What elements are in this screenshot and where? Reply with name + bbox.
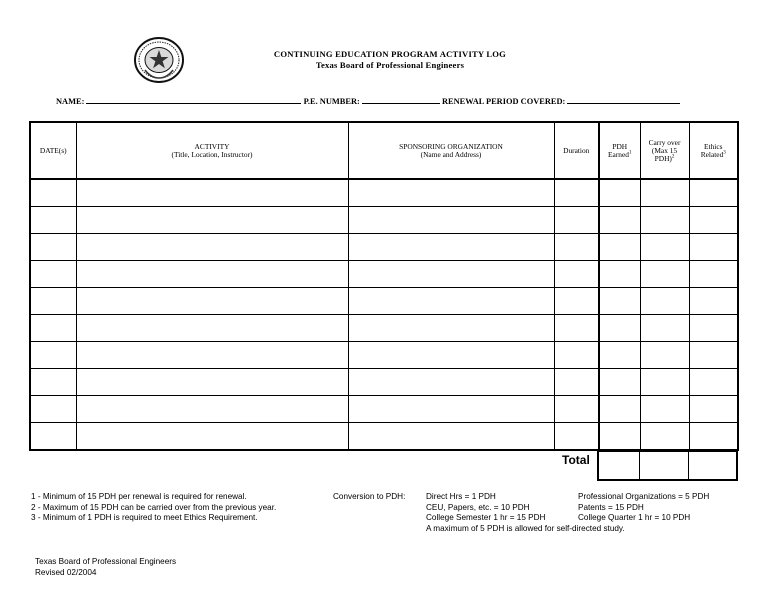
activity-cell[interactable] [76, 369, 348, 396]
state-seal-icon [133, 36, 185, 84]
dates-cell[interactable] [30, 396, 76, 423]
name-field[interactable] [86, 96, 301, 104]
pdh-earned-cell[interactable] [599, 179, 640, 207]
activity-cell[interactable] [76, 234, 348, 261]
ethics-cell[interactable] [689, 342, 738, 369]
total-pdh-earned-cell[interactable] [598, 451, 639, 480]
ethics-cell[interactable] [689, 261, 738, 288]
ethics-cell[interactable] [689, 369, 738, 396]
duration-cell[interactable] [554, 423, 599, 451]
activity-cell[interactable] [76, 179, 348, 207]
dates-cell[interactable] [30, 369, 76, 396]
footnotes [31, 492, 276, 524]
dates-cell[interactable] [30, 288, 76, 315]
table-row [30, 234, 738, 261]
carry-over-cell[interactable] [640, 396, 689, 423]
conversion-line: College Semester 1 hr = 15 PDH [426, 513, 546, 522]
footer-org-name: Texas Board of Professional Engineers [35, 557, 177, 566]
activity-cell[interactable] [76, 315, 348, 342]
duration-cell[interactable] [554, 396, 599, 423]
sponsor-cell[interactable] [348, 179, 554, 207]
sponsor-cell[interactable] [348, 234, 554, 261]
pe-number-field[interactable] [362, 96, 440, 104]
footnote-2: 2 - Maximum of 15 PDH can be carried over from the previous year. [31, 502, 277, 512]
footnote-3: 3 - Minimum of 1 PDH is required to meet Ethics Requirement. [31, 513, 258, 522]
ethics-cell[interactable] [689, 423, 738, 451]
conversion-label: Conversion to PDH: [333, 492, 406, 501]
total-boxes [597, 450, 738, 481]
footer-org [35, 557, 176, 578]
ethics-cell[interactable] [689, 207, 738, 234]
dates-cell[interactable] [30, 342, 76, 369]
total-label: Total [562, 453, 590, 467]
activity-cell[interactable] [76, 207, 348, 234]
table-row [30, 179, 738, 207]
col-header-sponsor: SPONSORING ORGANIZATION (Name and Address) [348, 122, 554, 179]
conversion-line: Direct Hrs = 1 PDH [426, 492, 496, 501]
sponsor-cell[interactable] [348, 369, 554, 396]
total-ethics-cell[interactable] [688, 451, 737, 480]
table-row [30, 288, 738, 315]
carry-over-cell[interactable] [640, 369, 689, 396]
revision-date: Revised 02/2004 [35, 567, 97, 577]
pdh-earned-cell[interactable] [599, 423, 640, 451]
activity-log-table [29, 121, 739, 451]
carry-over-cell[interactable] [640, 261, 689, 288]
dates-cell[interactable] [30, 315, 76, 342]
info-fields [56, 96, 680, 106]
renewal-period-field[interactable] [567, 96, 680, 104]
footnote-1: 1 - Minimum of 15 PDH per renewal is required for renewal. [31, 492, 247, 501]
carry-over-cell[interactable] [640, 342, 689, 369]
table-row [30, 261, 738, 288]
dates-cell[interactable] [30, 261, 76, 288]
carry-over-cell[interactable] [640, 315, 689, 342]
carry-over-cell[interactable] [640, 288, 689, 315]
table-row [30, 369, 738, 396]
pdh-earned-cell[interactable] [599, 207, 640, 234]
sponsor-cell[interactable] [348, 261, 554, 288]
ethics-cell[interactable] [689, 179, 738, 207]
ethics-cell[interactable] [689, 315, 738, 342]
dates-cell[interactable] [30, 423, 76, 451]
conversion-line: A maximum of 5 PDH is allowed for self-directed study. [426, 523, 625, 533]
dates-cell[interactable] [30, 234, 76, 261]
conversion-line: Professional Organizations = 5 PDH [578, 492, 710, 501]
duration-cell[interactable] [554, 315, 599, 342]
ethics-cell[interactable] [689, 234, 738, 261]
activity-cell[interactable] [76, 342, 348, 369]
activity-cell[interactable] [76, 288, 348, 315]
table-row [30, 342, 738, 369]
duration-cell[interactable] [554, 288, 599, 315]
pdh-earned-cell[interactable] [599, 315, 640, 342]
duration-cell[interactable] [554, 234, 599, 261]
table-row [30, 315, 738, 342]
pdh-earned-cell[interactable] [599, 234, 640, 261]
sponsor-cell[interactable] [348, 207, 554, 234]
duration-cell[interactable] [554, 342, 599, 369]
table-row [30, 207, 738, 234]
sponsor-cell[interactable] [348, 288, 554, 315]
carry-over-cell[interactable] [640, 179, 689, 207]
pe-number-label: P.E. NUMBER: [303, 97, 360, 106]
ethics-cell[interactable] [689, 396, 738, 423]
activity-cell[interactable] [76, 423, 348, 451]
name-label: NAME: [56, 97, 85, 106]
duration-cell[interactable] [554, 179, 599, 207]
duration-cell[interactable] [554, 261, 599, 288]
ethics-cell[interactable] [689, 288, 738, 315]
conversion-line: College Quarter 1 hr = 10 PDH [578, 513, 691, 522]
conversion-list-right [578, 492, 709, 524]
pdh-earned-cell[interactable] [599, 342, 640, 369]
duration-cell[interactable] [554, 207, 599, 234]
conversion-line: CEU, Papers, etc. = 10 PDH [426, 502, 530, 512]
pdh-earned-cell[interactable] [599, 261, 640, 288]
pdh-earned-cell[interactable] [599, 288, 640, 315]
activity-cell[interactable] [76, 396, 348, 423]
dates-cell[interactable] [30, 207, 76, 234]
total-carry-over-cell[interactable] [639, 451, 688, 480]
col-header-activity: ACTIVITY (Title, Location, Instructor) [76, 122, 348, 179]
renewal-period-label: RENEWAL PERIOD COVERED: [442, 97, 566, 106]
col-header-duration: Duration [554, 122, 599, 179]
col-header-ethics: Ethics Related$^3$ [689, 122, 738, 179]
carry-over-cell[interactable] [640, 423, 689, 451]
sponsor-cell[interactable] [348, 396, 554, 423]
col-header-carry-over: Carry over (Max 15 PDH)$^2$ [640, 122, 689, 179]
conversion-line: Patents = 15 PDH [578, 502, 644, 512]
pdh-earned-cell[interactable] [599, 369, 640, 396]
page-title: CONTINUING EDUCATION PROGRAM ACTIVITY LOG [273, 49, 507, 59]
pdh-earned-cell[interactable] [599, 396, 640, 423]
page-subtitle: Texas Board of Professional Engineers [315, 60, 465, 70]
sponsor-cell[interactable] [348, 315, 554, 342]
sponsor-cell[interactable] [348, 423, 554, 451]
carry-over-cell[interactable] [640, 207, 689, 234]
table-row [30, 396, 738, 423]
col-header-dates: DATE(s) [30, 122, 76, 179]
sponsor-cell[interactable] [348, 342, 554, 369]
table-header-row [30, 122, 738, 179]
table-row [30, 423, 738, 451]
col-header-pdh-earned: PDH Earned$^1$ [599, 122, 640, 179]
carry-over-cell[interactable] [640, 234, 689, 261]
activity-cell[interactable] [76, 261, 348, 288]
dates-cell[interactable] [30, 179, 76, 207]
duration-cell[interactable] [554, 369, 599, 396]
